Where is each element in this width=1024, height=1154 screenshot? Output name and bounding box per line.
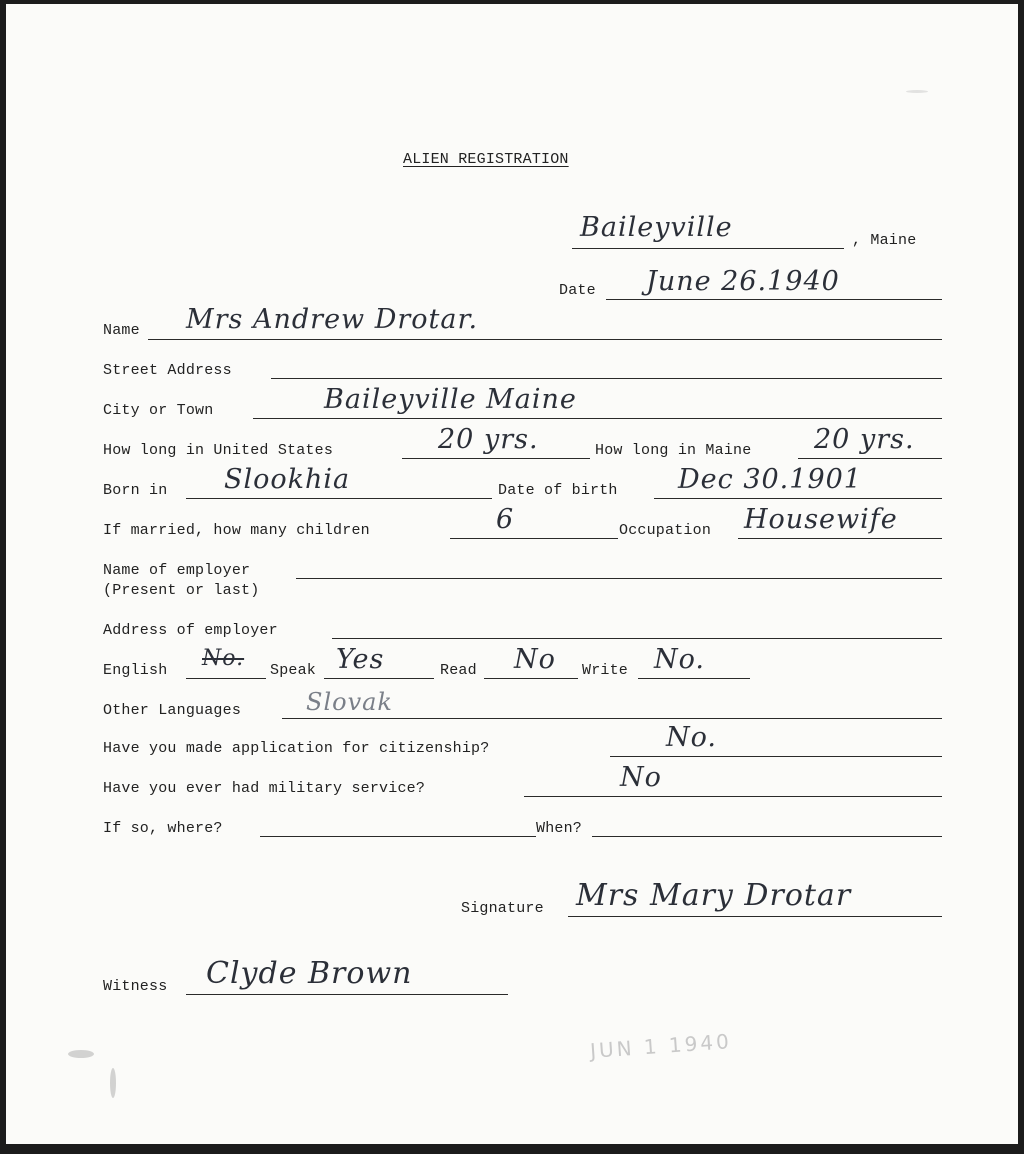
write-label: Write — [582, 662, 629, 679]
speak-value: Yes — [336, 644, 385, 675]
employer-address-line — [332, 638, 942, 639]
received-stamp: JUN 1 1940 — [589, 1029, 733, 1063]
date-value: June 26.1940 — [646, 266, 840, 297]
born-in-line — [186, 498, 492, 499]
street-address-line — [271, 378, 942, 379]
military-label: Have you ever had military service? — [103, 780, 426, 797]
city-line — [253, 418, 942, 419]
speak-line — [324, 678, 434, 679]
dob-line — [654, 498, 942, 499]
city-label: City or Town — [103, 402, 214, 419]
occupation-line — [738, 538, 942, 539]
english-label: English — [103, 662, 168, 679]
witness-value: Clyde Brown — [206, 956, 413, 991]
state-label: , Maine — [852, 232, 917, 249]
how-long-maine-line — [798, 458, 942, 459]
how-long-us-label: How long in United States — [103, 442, 334, 459]
signature-line — [568, 916, 942, 917]
other-languages-line — [282, 718, 942, 719]
how-long-maine-label: How long in Maine — [595, 442, 752, 459]
citizenship-line — [610, 756, 942, 757]
how-long-us-value: 20 yrs. — [438, 424, 539, 455]
dob-value: Dec 30.1901 — [678, 464, 862, 495]
form-title: ALIEN REGISTRATION — [403, 151, 569, 168]
witness-line — [186, 994, 508, 995]
children-line — [450, 538, 618, 539]
read-label: Read — [440, 662, 477, 679]
town-value: Baileyville — [580, 212, 733, 243]
children-label: If married, how many children — [103, 522, 370, 539]
where-label: If so, where? — [103, 820, 223, 837]
military-line — [524, 796, 942, 797]
city-value: Baileyville Maine — [324, 384, 577, 415]
how-long-maine-value: 20 yrs. — [814, 424, 915, 455]
dob-label: Date of birth — [498, 482, 618, 499]
when-label: When? — [536, 820, 583, 837]
signature-label: Signature — [461, 900, 544, 917]
read-line — [484, 678, 578, 679]
employer-line — [296, 578, 942, 579]
occupation-label: Occupation — [619, 522, 712, 539]
date-line — [606, 299, 942, 300]
pencil-mark — [906, 90, 928, 93]
born-in-value: Slookhia — [224, 464, 351, 495]
employer-label: Name of employer — [103, 562, 251, 579]
english-line — [186, 678, 266, 679]
read-value: No — [514, 644, 556, 675]
write-line — [638, 678, 750, 679]
ink-smudge — [68, 1050, 94, 1058]
other-languages-label: Other Languages — [103, 702, 242, 719]
signature-value: Mrs Mary Drotar — [576, 878, 852, 913]
name-label: Name — [103, 322, 140, 339]
date-label: Date — [559, 282, 596, 299]
name-line — [148, 339, 942, 340]
how-long-us-line — [402, 458, 590, 459]
town-line — [572, 248, 844, 249]
other-languages-value: Slovak — [306, 688, 393, 716]
speak-label: Speak — [270, 662, 317, 679]
ink-smudge — [110, 1068, 116, 1098]
employer-address-label: Address of employer — [103, 622, 278, 639]
registration-form — [6, 4, 1018, 1144]
english-value: No. — [202, 646, 245, 671]
when-line — [592, 836, 942, 837]
children-value: 6 — [496, 504, 515, 535]
where-line — [260, 836, 536, 837]
military-value: No — [620, 762, 662, 793]
street-address-label: Street Address — [103, 362, 232, 379]
employer-label-sub: (Present or last) — [103, 582, 260, 599]
write-value: No. — [654, 644, 705, 675]
witness-label: Witness — [103, 978, 168, 995]
citizenship-value: No. — [666, 722, 717, 753]
occupation-value: Housewife — [744, 504, 898, 535]
name-value: Mrs Andrew Drotar. — [186, 304, 479, 335]
citizenship-label: Have you made application for citizenship? — [103, 740, 490, 757]
born-in-label: Born in — [103, 482, 168, 499]
